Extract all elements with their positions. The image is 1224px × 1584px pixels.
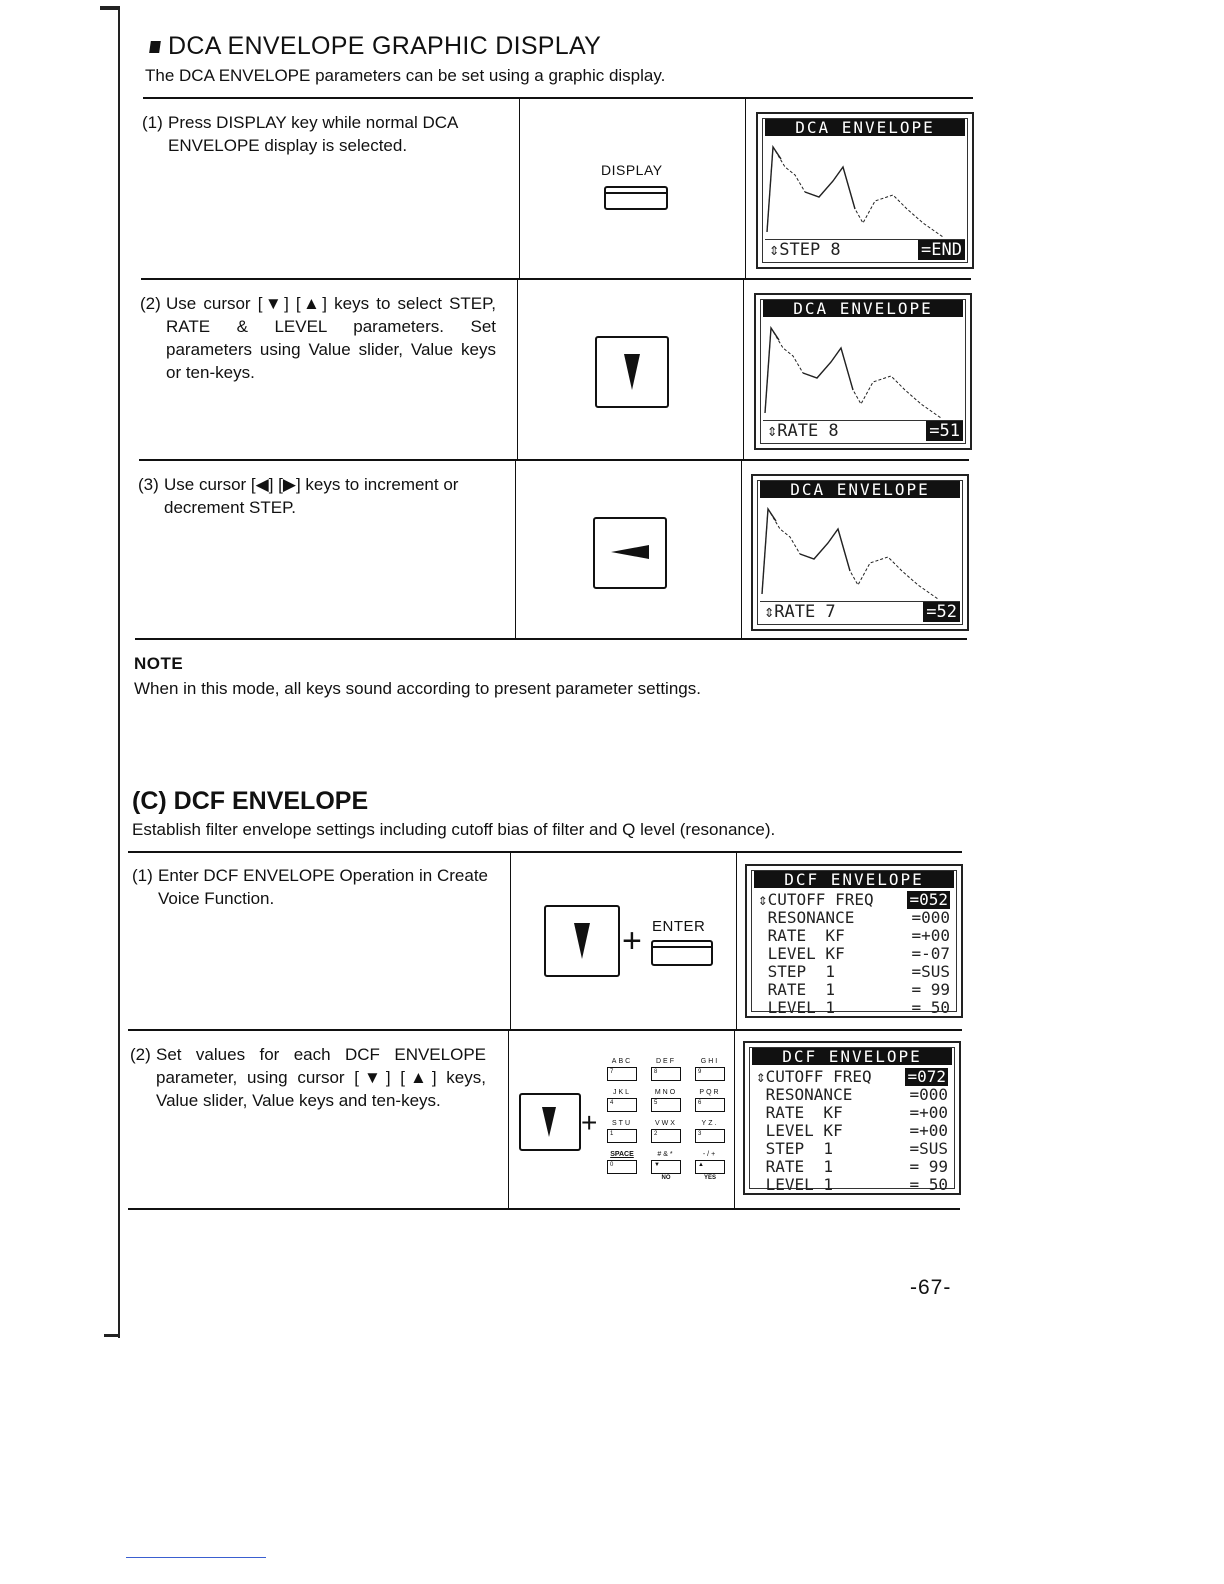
lcd-row (756, 1158, 948, 1176)
param-value: =SUS (911, 962, 950, 981)
divider (515, 460, 516, 639)
key-cap (695, 1129, 725, 1143)
cursor-left-key[interactable] (593, 517, 667, 589)
plus-sign: + (622, 922, 642, 960)
divider (143, 97, 973, 99)
page-number: -67- (910, 1276, 952, 1299)
divider (508, 1030, 509, 1209)
param-value: =SUS (909, 1139, 948, 1158)
status-value: =52 (923, 602, 960, 622)
key-caption: #&* (657, 1151, 675, 1158)
step-a3 (138, 473, 498, 519)
divider (141, 278, 971, 280)
lcd-parameter-list (758, 891, 950, 1017)
lcd-row (758, 981, 950, 999)
key-number: 5 (654, 1100, 658, 1106)
key-number: 0 (610, 1162, 614, 1168)
param-label: LEVEL KF (758, 944, 845, 963)
key-caption: YZ. (701, 1120, 719, 1127)
binding-mark (104, 1334, 120, 1337)
param-label: RESONANCE (758, 908, 855, 927)
param-value: =072 (907, 1067, 946, 1086)
enter-key-label: ENTER (652, 918, 706, 935)
step-c1 (132, 864, 488, 910)
divider (734, 1030, 735, 1209)
param-label: LEVEL KF (756, 1121, 843, 1140)
key-cap (695, 1098, 725, 1112)
key-caption: GHI (700, 1058, 720, 1065)
key-caption: DEF (656, 1058, 676, 1065)
envelope-graph (761, 318, 965, 418)
key-number: ▼ (654, 1162, 660, 1168)
lcd-display (743, 1041, 961, 1195)
divider (128, 1208, 960, 1210)
param-label: RATE KF (758, 926, 845, 945)
display-key[interactable] (604, 186, 668, 210)
status-label: ⇕RATE 7 (764, 602, 836, 622)
binding-mark (100, 6, 120, 10)
key-number: 1 (610, 1131, 614, 1137)
param-label: RATE KF (756, 1103, 843, 1122)
key-caption: SPACE (610, 1151, 634, 1158)
lcd-parameter-list (756, 1068, 948, 1194)
divider (139, 459, 969, 461)
key-number: 7 (610, 1069, 614, 1075)
key-caption: PQR (699, 1089, 721, 1096)
divider (745, 98, 746, 279)
status-value: =51 (926, 421, 963, 441)
param-label: RESONANCE (756, 1085, 853, 1104)
key-caption: -/+ (702, 1151, 718, 1158)
lcd-row (756, 1104, 948, 1122)
lcd-status (760, 601, 960, 622)
param-label: LEVEL 1 (758, 998, 836, 1017)
bullet-square-icon (149, 41, 161, 53)
param-value: = 50 (909, 1175, 948, 1194)
param-label: RATE 1 (756, 1157, 834, 1176)
lcd-status (763, 420, 963, 441)
binding-line (118, 8, 120, 1338)
key-cap (607, 1067, 637, 1081)
key-number: 9 (698, 1069, 702, 1075)
param-label: STEP 1 (756, 1139, 834, 1158)
section-c-title: (C) DCF ENVELOPE (132, 787, 369, 815)
status-label: ⇕STEP 8 (769, 240, 841, 260)
step-number: (1) (132, 866, 153, 885)
cursor-left-icon (611, 545, 649, 559)
enter-key[interactable] (651, 940, 713, 966)
step-text: Set values for each DCF ENVELOPE parameter, using cursor [▼] [▲] keys, Value slider, Value keys and ten-keys. (156, 1045, 486, 1110)
cursor-down-key[interactable] (595, 336, 669, 408)
status-value: =END (918, 240, 965, 260)
key-cap (651, 1067, 681, 1081)
divider (736, 852, 737, 1030)
key-number: 8 (654, 1069, 658, 1075)
divider (519, 98, 520, 279)
param-value: =+00 (911, 926, 950, 945)
param-value: =000 (909, 1085, 948, 1104)
lcd-row (758, 963, 950, 981)
lcd-display (745, 864, 963, 1018)
lcd-row (756, 1086, 948, 1104)
divider (510, 852, 511, 1030)
step-a1 (142, 111, 500, 157)
lcd-row (756, 1176, 948, 1194)
footer-line (126, 1557, 266, 1558)
envelope-graph (763, 137, 967, 237)
step-number: (3) (138, 475, 159, 494)
lcd-screen (749, 1047, 955, 1194)
lcd-row (758, 999, 950, 1017)
no-label: NO (661, 1175, 671, 1181)
cursor-down-icon (541, 1107, 557, 1137)
cursor-down-key[interactable] (519, 1093, 581, 1151)
key-edge (653, 946, 711, 948)
param-value: =052 (909, 890, 948, 909)
step-number: (2) (130, 1045, 151, 1064)
key-cap (607, 1160, 637, 1174)
lcd-display (751, 474, 969, 631)
key-cap (695, 1067, 725, 1081)
param-label: STEP 1 (758, 962, 836, 981)
divider (128, 1029, 962, 1031)
key-edge (606, 192, 666, 194)
key-cap (695, 1160, 725, 1174)
key-caption: STU (612, 1120, 632, 1127)
step-c2 (130, 1043, 486, 1112)
lcd-title: DCA ENVELOPE (765, 119, 965, 136)
key-cap (607, 1129, 637, 1143)
key-number: ▲ (698, 1162, 704, 1168)
cursor-down-key[interactable] (544, 905, 620, 977)
lcd-title: DCA ENVELOPE (760, 481, 960, 498)
key-number: 3 (698, 1131, 702, 1137)
divider (741, 460, 742, 639)
param-value: =+00 (909, 1121, 948, 1140)
key-cap (651, 1160, 681, 1174)
lcd-display (756, 112, 974, 269)
lcd-display (754, 293, 972, 450)
lcd-status (765, 239, 965, 260)
divider (135, 638, 967, 640)
lcd-row (758, 909, 950, 927)
param-value: = 99 (909, 1157, 948, 1176)
key-caption: MNO (654, 1089, 678, 1096)
divider (743, 279, 744, 460)
step-text: Use cursor [▼] [▲] keys to select STEP, RATE & LEVEL parameters. Set parameters using Value slider, Value keys or ten-keys. (166, 294, 496, 382)
step-text: Press DISPLAY key while normal DCA ENVELOPE display is selected. (168, 113, 458, 155)
cursor-down-icon (572, 923, 592, 959)
step-number: (2) (140, 294, 161, 313)
key-caption: VWX (655, 1120, 677, 1127)
param-value: =+00 (909, 1103, 948, 1122)
lcd-title: DCF ENVELOPE (752, 1048, 952, 1065)
key-number: 4 (610, 1100, 614, 1106)
lcd-title: DCF ENVELOPE (754, 871, 954, 888)
param-value: = 50 (911, 998, 950, 1017)
step-number: (1) (142, 113, 163, 132)
note-text: When in this mode, all keys sound according to present parameter settings. (134, 679, 701, 698)
param-value: = 99 (911, 980, 950, 999)
lcd-row (758, 891, 950, 909)
param-label: ⇕CUTOFF FREQ (756, 1067, 872, 1086)
section-a-intro: The DCA ENVELOPE parameters can be set using a graphic display. (145, 66, 666, 85)
envelope-graph (758, 499, 962, 599)
key-cap (607, 1098, 637, 1112)
key-caption: JKL (612, 1089, 632, 1096)
status-label: ⇕RATE 8 (767, 421, 839, 441)
section-a-title: DCA ENVELOPE GRAPHIC DISPLAY (150, 32, 601, 61)
lcd-row (756, 1068, 948, 1086)
param-value: =-07 (911, 944, 950, 963)
lcd-screen (757, 480, 963, 625)
lcd-row (758, 927, 950, 945)
cursor-down-icon (622, 354, 642, 390)
lcd-screen (751, 870, 957, 1017)
lcd-row (756, 1122, 948, 1140)
param-label: ⇕CUTOFF FREQ (758, 890, 874, 909)
key-cap (651, 1129, 681, 1143)
yes-label: YES (703, 1175, 716, 1181)
step-text: Use cursor [◀] [▶] keys to increment or decrement STEP. (164, 475, 459, 517)
lcd-row (756, 1140, 948, 1158)
display-key-label: DISPLAY (601, 162, 663, 178)
divider (128, 851, 962, 853)
key-number: 6 (698, 1100, 702, 1106)
lcd-screen (760, 299, 966, 444)
note-title: NOTE (134, 654, 184, 673)
key-caption: ABC (611, 1058, 633, 1065)
param-label: LEVEL 1 (756, 1175, 834, 1194)
param-label: RATE 1 (758, 980, 836, 999)
step-a2 (140, 292, 496, 384)
step-text: Enter DCF ENVELOPE Operation in Create Voice Function. (158, 866, 488, 908)
key-number: 2 (654, 1131, 658, 1137)
lcd-title: DCA ENVELOPE (763, 300, 963, 317)
lcd-screen (762, 118, 968, 263)
divider (517, 279, 518, 460)
plus-sign: + (581, 1107, 598, 1138)
lcd-row (758, 945, 950, 963)
section-c-intro: Establish filter envelope settings including cutoff bias of filter and Q level (resonance). (132, 820, 776, 839)
key-cap (651, 1098, 681, 1112)
param-value: =000 (911, 908, 950, 927)
